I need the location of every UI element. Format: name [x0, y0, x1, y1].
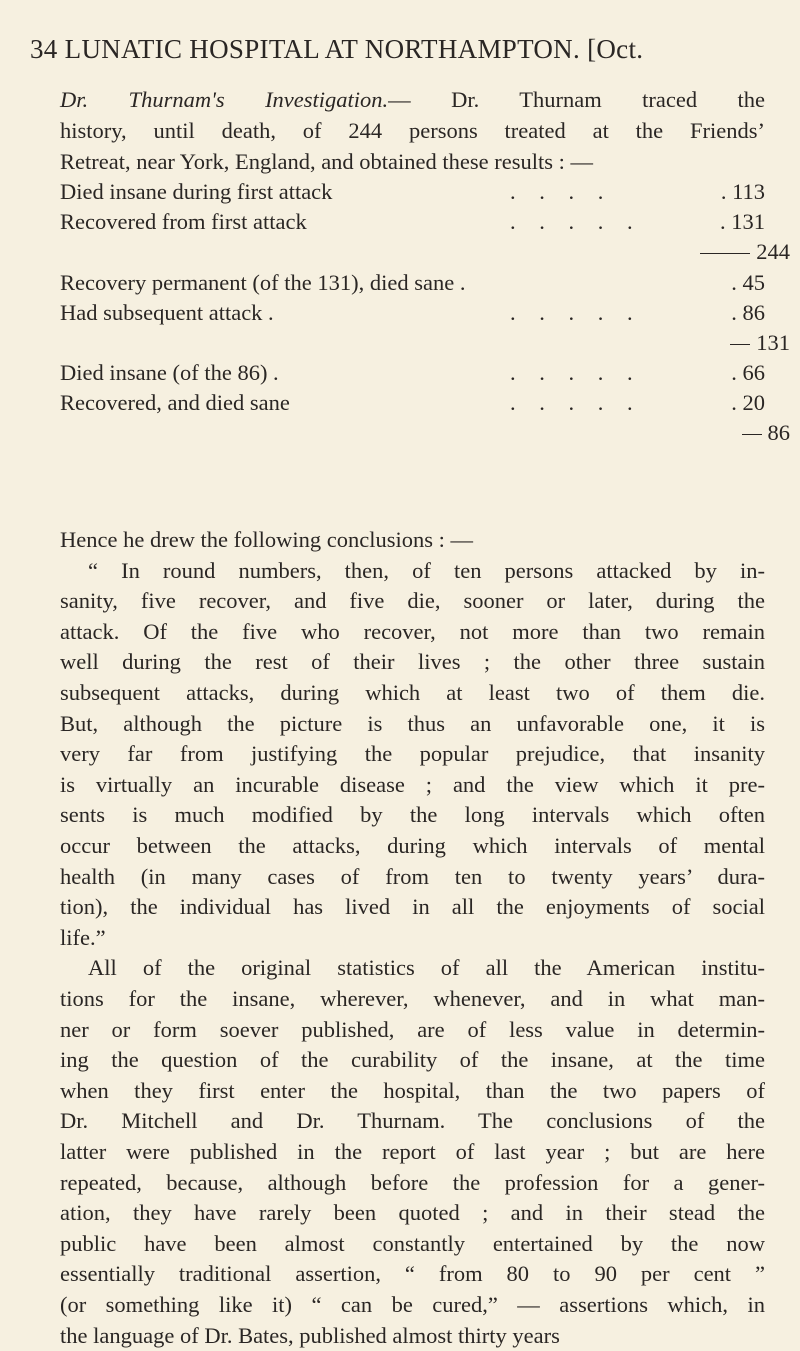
row-label: Recovery permanent (of the 131), died sane .: [60, 270, 466, 295]
text-line: Dr. Mitchell and Dr. Thurnam. The conclusions of the: [60, 1108, 765, 1134]
table-row: [60, 268, 800, 298]
text-line: ation, they have rarely been quoted ; and in their stead the: [60, 1200, 765, 1226]
table-row: [60, 418, 800, 448]
table-row: [60, 177, 800, 207]
text-line: “ In round numbers, then, of ten persons attacked by in-: [88, 557, 765, 583]
row-label: Died insane during first attack: [60, 179, 333, 204]
text-line: But, although the picture is thus an unfavorable one, it is: [60, 710, 765, 736]
running-header: [30, 34, 770, 65]
row-value: . 113: [720, 179, 765, 204]
row-label: Had subsequent attack .: [60, 300, 274, 325]
text-line: when they first enter the hospital, than the two papers of: [60, 1077, 765, 1103]
row-value: . 20: [731, 390, 765, 415]
text-line: public have been almost constantly entertained by the now: [60, 1230, 765, 1256]
leader-dots: . . . . .: [510, 300, 633, 325]
row-label: Recovered, and died sane: [60, 390, 290, 415]
intro-line: Retreat, near York, England, and obtained these results : —: [60, 149, 594, 174]
text-line: latter were published in the report of last year ; but are here: [60, 1139, 765, 1164]
table-row: [60, 207, 800, 237]
subtotal-rule: [700, 253, 750, 254]
text-line: very far from justifying the popular prejudice, that insanity: [60, 741, 765, 767]
row-subtotal: 86: [767, 420, 790, 445]
running-title: LUNATIC HOSPITAL AT NORTHAMPTON.: [64, 34, 581, 64]
row-subtotal: 131: [756, 330, 790, 355]
table-row: [60, 388, 800, 418]
text-line: ner or form soever published, are of less value in determin-: [60, 1016, 765, 1042]
leader-dots: . . . . .: [510, 209, 633, 234]
row-label: Died insane (of the 86) .: [60, 360, 279, 385]
text-line: life.”: [60, 924, 106, 950]
text-line: the language of Dr. Bates, published almost thirty years: [60, 1322, 560, 1348]
text-line: ing the question of the curability of the insane, at the time: [60, 1047, 765, 1073]
section-heading: Dr. Thurnam's Investigation.: [60, 87, 389, 112]
row-label: Recovered from first attack: [60, 209, 307, 234]
page-number: 34: [30, 34, 58, 64]
leader-dots: . . . . .: [510, 360, 633, 385]
text-line: is virtually an incurable disease ; and the view which it pre-: [60, 771, 765, 797]
row-value: . 45: [731, 270, 765, 295]
leader-dots: . . . . .: [510, 390, 633, 415]
subtotal: [730, 328, 790, 358]
text-line: attack. Of the five who recover, not more than two remain: [60, 618, 765, 644]
subtotal-rule: [742, 434, 762, 435]
text-line: tion), the individual has lived in all the enjoyments of social: [60, 894, 765, 920]
intro-line: [60, 84, 765, 115]
table-row: [60, 358, 800, 388]
text-line: sanity, five recover, and five die, sooner or later, during the: [60, 588, 765, 614]
row-value: . 131: [720, 209, 765, 234]
text-line: health (in many cases of from ten to twenty years’ dura-: [60, 863, 765, 889]
leader-dots: . . . .: [510, 179, 604, 204]
text-line: repeated, because, although before the profession for a gener-: [60, 1169, 765, 1195]
text-line: subsequent attacks, during which at least two of them die.: [60, 680, 765, 705]
table-row: [60, 237, 800, 267]
table-row: [60, 328, 800, 358]
header-month: [Oct.: [587, 34, 644, 64]
text-line: well during the rest of their lives ; the other three sustain: [60, 649, 765, 675]
intro-line: history, until death, of 244 persons treated at the Friends’: [60, 118, 765, 143]
text-line: tions for the insane, wherever, whenever, and in what man-: [60, 986, 765, 1011]
intro-text: — Dr. Thurnam traced the: [388, 87, 765, 112]
text-line: All of the original statistics of all the American institu-: [88, 955, 765, 981]
text-line: sents is much modified by the long intervals which often: [60, 802, 765, 828]
text-line: essentially traditional assertion, “ from 80 to 90 per cent ”: [60, 1261, 765, 1287]
subtotal: [700, 237, 790, 267]
subtotal: [742, 418, 791, 448]
row-value: . 86: [731, 300, 765, 325]
row-value: . 66: [731, 360, 765, 385]
table-row: [60, 298, 800, 328]
text-line: (or something like it) “ can be cured,” — assertions which, in: [60, 1292, 765, 1317]
row-subtotal: 244: [756, 239, 790, 264]
text-line: occur between the attacks, during which intervals of mental: [60, 833, 765, 858]
subtotal-rule: [730, 344, 750, 345]
text-line: Hence he drew the following conclusions : —: [60, 527, 474, 552]
